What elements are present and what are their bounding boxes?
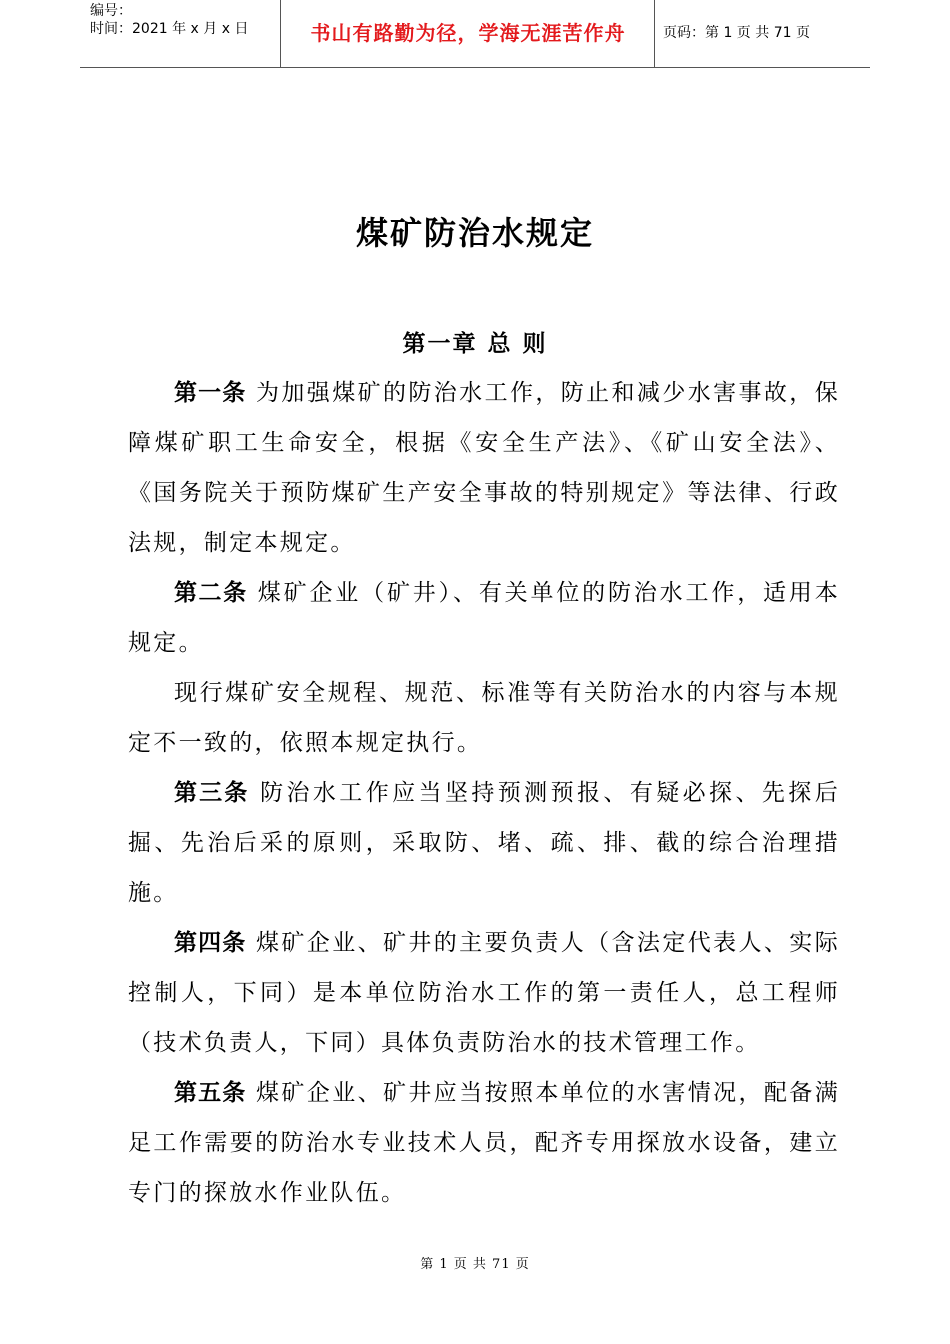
paragraph (128, 768, 840, 918)
article-number: 第四条 (174, 930, 247, 956)
paragraph (128, 568, 840, 668)
article-number: 第五条 (174, 1080, 247, 1106)
header-divider (654, 0, 655, 67)
number-label: 编号： (90, 3, 132, 19)
paragraph-text: 现行煤矿安全规程、规范、标准等有关防治水的内容与本规定不一致的，依照本规定执行。 (128, 680, 840, 756)
header-motto: 书山有路勤为径，学海无涯苦作舟 (310, 21, 626, 45)
header-divider (280, 0, 281, 67)
chapter-heading: 第一章 总 则 (402, 331, 548, 357)
paragraph-text: 煤矿企业（矿井）、有关单位的防治水工作，适用本规定。 (128, 580, 841, 656)
article-number: 第三条 (174, 780, 250, 806)
paragraph-text: 煤矿企业、矿井应当按照本单位的水害情况，配备满足工作需要的防治水专业技术人员，配齐专用探放水设备，建立专门的探放水作业队伍。 (128, 1080, 841, 1206)
paragraph (128, 368, 840, 568)
page-header (80, 0, 870, 68)
article-number: 第一条 (174, 380, 247, 406)
time-label: 时间：2021 年 x 月 x 日 (90, 21, 249, 37)
document-body (128, 368, 840, 1218)
page-footer: 第 1 页 共 71 页 (420, 1257, 530, 1272)
document-title: 煤矿防治水规定 (355, 214, 594, 252)
paragraph (128, 918, 840, 1068)
paragraph-text: 防治水工作应当坚持预测预报、有疑必探、先探后掘、先治后采的原则，采取防、堵、疏、排、截的综合治理措施。 (128, 780, 841, 906)
paragraph (128, 1068, 840, 1218)
paragraph (128, 668, 840, 768)
article-number: 第二条 (174, 580, 248, 606)
header-meta (80, 0, 280, 67)
header-page-info: 页码：第 1 页 共 71 页 (663, 25, 810, 41)
paragraph-text: 为加强煤矿的防治水工作，防止和减少水害事故，保障煤矿职工生命安全，根据《安全生产法》、《矿山安全法》、《国务院关于预防煤矿生产安全事故的特别规定》等法律、行政法规，制定本规定。 (128, 380, 841, 556)
paragraph-text: 煤矿企业、矿井的主要负责人（含法定代表人、实际控制人，下同）是本单位防治水工作的第一责任人，总工程师（技术负责人，下同）具体负责防治水的技术管理工作。 (128, 930, 841, 1056)
